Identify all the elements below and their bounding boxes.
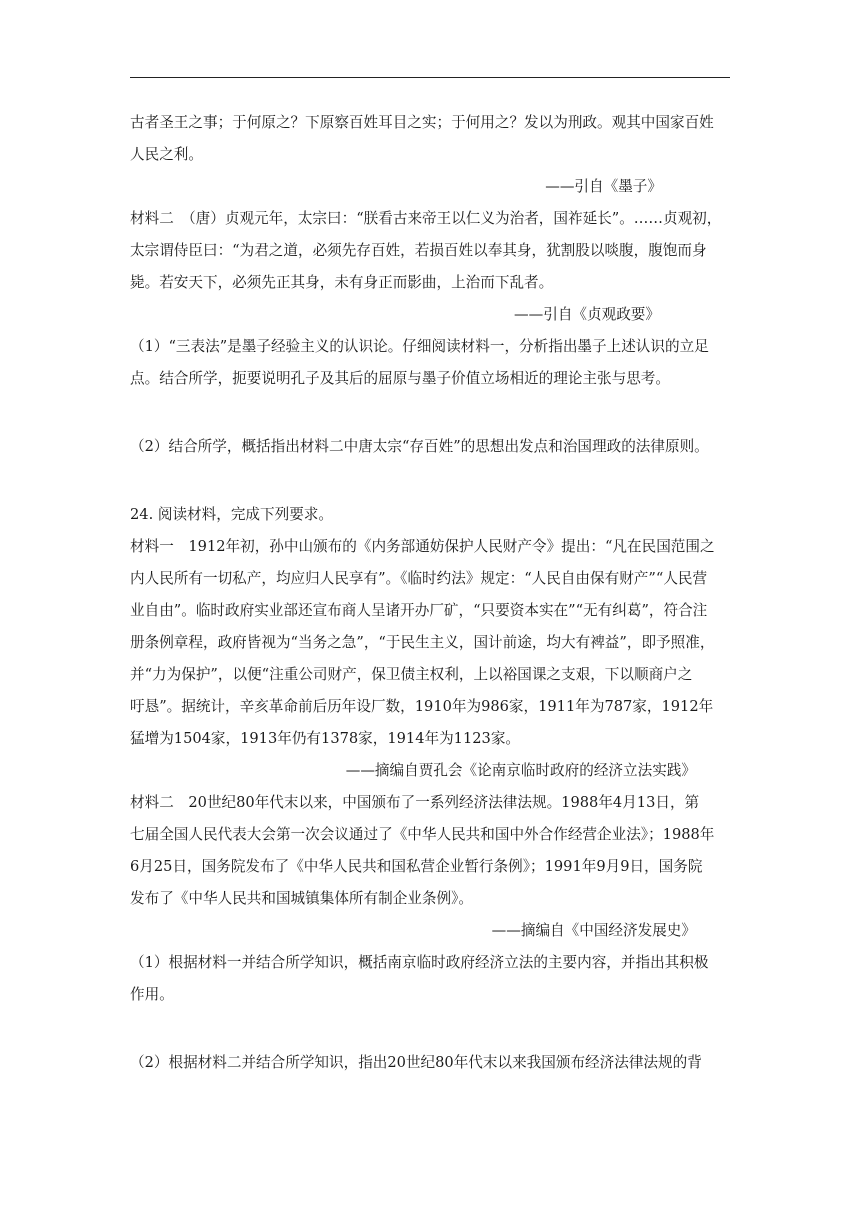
material-text-line: 猛增为1504家，1913年仍有1378家，1914年为1123家。	[130, 730, 521, 747]
material-text-line: 发布了《中华人民共和国城镇集体所有制企业条例》。	[130, 890, 473, 907]
material-text-line: 毙。若安天下，必须先正其身，未有身正而影曲，上治而下乱者。	[130, 274, 554, 291]
question-text-line: 作用。	[130, 986, 174, 1003]
material-text-line: 并“力为保护”，以便“注重公司财产，保卫债主权利，上以裕国课之支艰，下以顺商户之	[130, 666, 693, 683]
material-source: ——引自《贞观政要》	[514, 306, 660, 323]
material-text-line: 人民之利。	[130, 146, 203, 163]
material-text-line: 太宗谓侍臣曰：“为君之道，必须先存百姓，若损百姓以奉其身，犹割股以啖腹，腹饱而身	[130, 242, 707, 259]
material-text-line: 材料二 20世纪80年代末以来，中国颁布了一系列经济法律法规。1988年4月13日，第	[130, 794, 700, 811]
material-source: ——摘编自《中国经济发展史》	[491, 922, 696, 939]
material-text-line: 业自由”。临时政府实业部还宣布商人呈诸开办厂矿，“只要资本实在”“无有纠葛”，符合注	[130, 602, 708, 619]
material-text-line: 七届全国人民代表大会第一次会议通过了《中华人民共和国中外合作经营企业法》；1988年	[130, 826, 715, 843]
question-text-line: （2）结合所学，概括指出材料二中唐太宗“存百姓”的思想出发点和治国理政的法律原则。	[130, 438, 709, 455]
material-text-line: 古者圣王之事；于何原之？下原察百姓耳目之实；于何用之？发以为刑政。观其中国家百姓	[130, 114, 714, 131]
header-rule	[130, 77, 730, 78]
material-text-line: 材料一 1912年初，孙中山颁布的《内务部通妨保护人民财产令》提出：“凡在民国范围之	[130, 538, 715, 555]
question-text-line: （2）根据材料二并结合所学知识，指出20世纪80年代末以来我国颁布经济法律法规的背	[130, 1054, 702, 1071]
question-text-line: （1）“三表法”是墨子经验主义的认识论。仔细阅读材料一，分析指出墨子上述认识的立足	[130, 338, 709, 355]
material-text-line: 材料二 （唐）贞观元年，太宗曰：“朕看古来帝王以仁义为治者，国祚延长”。……贞观初，	[130, 210, 722, 227]
material-source: ——引自《墨子》	[545, 178, 662, 195]
material-source: ——摘编自贾孔会《论南京临时政府的经济立法实践》	[345, 762, 696, 779]
question-heading: 24. 阅读材料，完成下列要求。	[130, 506, 333, 523]
question-text-line: （1）根据材料一并结合所学知识，概括南京临时政府经济立法的主要内容，并指出其积极	[130, 954, 709, 971]
question-text-line: 点。结合所学，扼要说明孔子及其后的屈原与墨子价值立场相近的理论主张与思考。	[130, 370, 670, 387]
material-text-line: 6月25日，国务院发布了《中华人民共和国私营企业暂行条例》；1991年9月9日，国务院	[130, 858, 703, 875]
material-text-line: 内人民所有一切私产，均应归人民享有”。《临时约法》规定：“人民自由保有财产”“人民营	[130, 570, 708, 587]
material-text-line: 吁恳”。据统计，辛亥革命前后历年设厂数，1910年为986家，1911年为787家，1912年	[130, 698, 714, 715]
material-text-line: 册条例章程，政府皆视为“当务之急”，“于民生主义，国计前途，均大有裨益”，即予照准，	[130, 634, 715, 651]
